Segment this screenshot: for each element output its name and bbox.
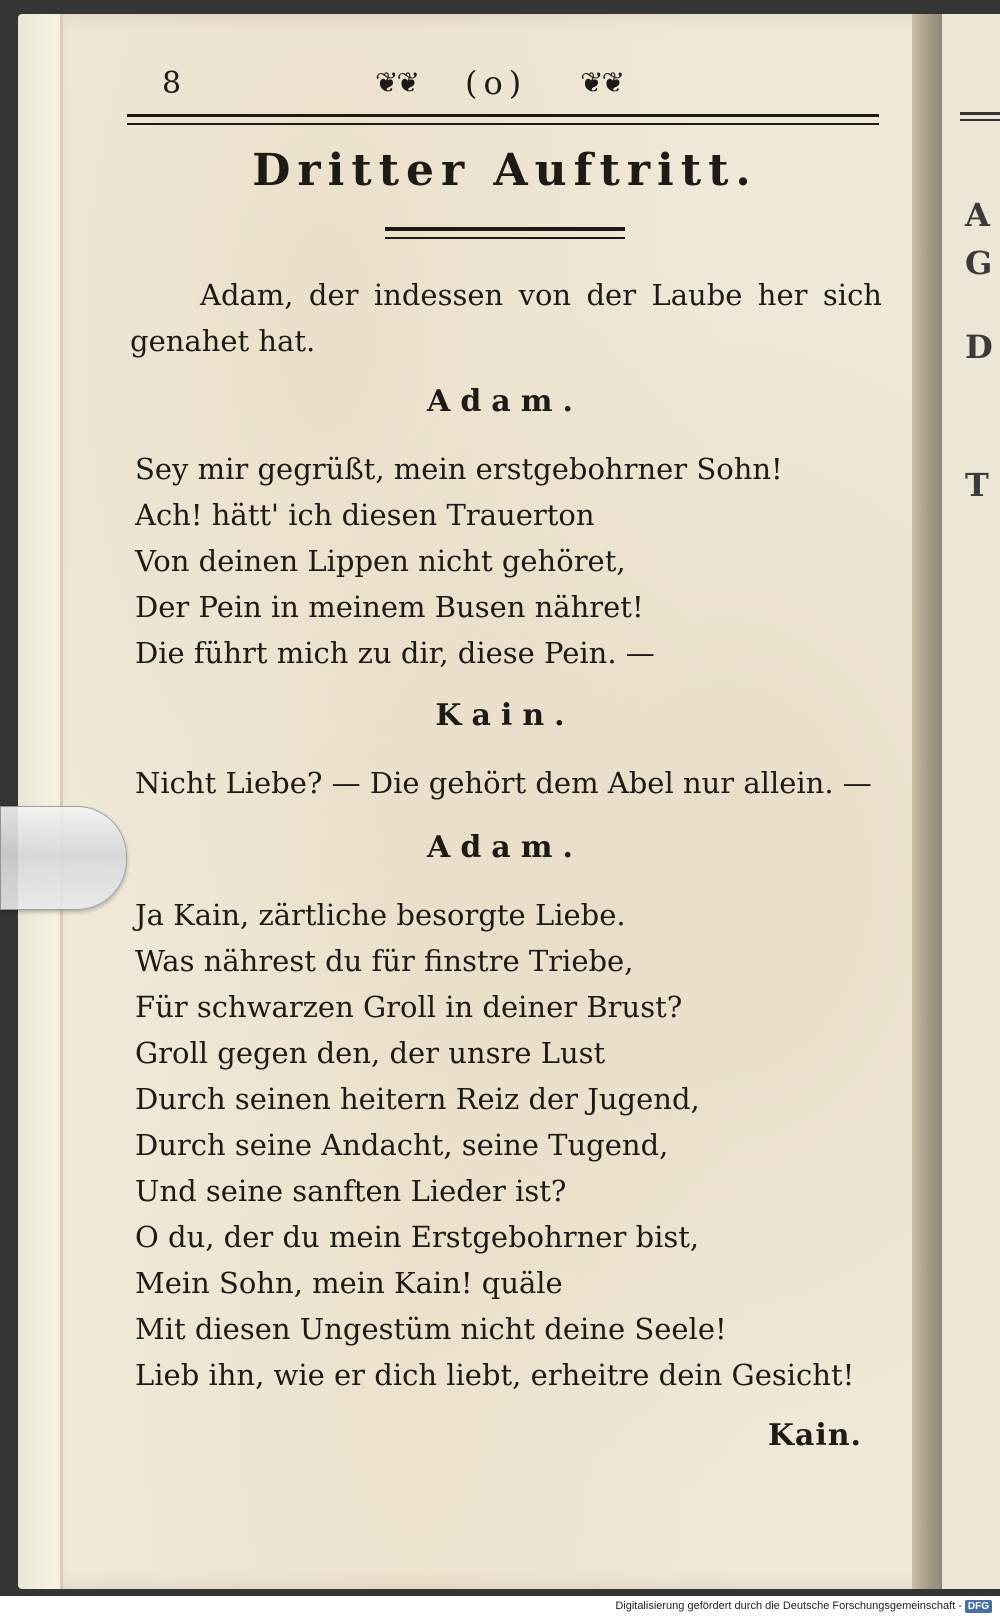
verse-line: Die führt mich zu dir, diese Pein. — <box>135 636 655 670</box>
page-clip <box>0 806 127 910</box>
verse-line: Ja Kain, zärtliche besorgte Liebe. <box>135 898 626 932</box>
header-marker: (o) <box>465 64 528 102</box>
header-rule <box>127 114 879 125</box>
next-page-mark: D <box>965 328 993 366</box>
verse-line: Groll gegen den, der unsre Lust <box>135 1036 606 1070</box>
next-page-mark: G <box>965 244 993 282</box>
verse-line: Ach! hätt' ich diesen Trauerton <box>135 498 595 532</box>
ornament-right-icon: ❦❦ <box>580 66 623 99</box>
verse-line: Lieb ihn, wie er dich liebt, erheitre dein Gesicht! <box>135 1358 855 1392</box>
verse-block-adam-1 <box>135 446 875 676</box>
next-page-rule <box>960 112 1000 121</box>
verse-line: Der Pein in meinem Busen nähret! <box>135 590 644 624</box>
catchword-kain: Kain. <box>767 1418 862 1453</box>
stage-direction: Adam, der indessen von der Laube her sich genahet hat. <box>130 278 882 358</box>
verse-line: Sey mir gegrüßt, mein erstgebohrner Sohn! <box>135 452 783 486</box>
next-page-mark: T <box>965 466 989 504</box>
verse-line: Mein Sohn, mein Kain! quäle <box>135 1266 563 1300</box>
running-header <box>130 62 880 112</box>
funding-credit: Digitalisierung gefördert durch die Deutsche Forschungsgemeinschaft - <box>615 1600 962 1612</box>
verse-line: Mit diesen Ungestüm nicht deine Seele! <box>135 1312 727 1346</box>
footer-bar <box>0 1596 1000 1621</box>
next-page-mark: A <box>965 196 990 234</box>
verse-line: Durch seine Andacht, seine Tugend, <box>135 1128 669 1162</box>
speaker-adam: Adam. <box>427 384 583 419</box>
dfg-logo: DFG <box>965 1600 992 1613</box>
verse-line: Nicht Liebe? — Die gehört dem Abel nur allein. — <box>135 766 872 800</box>
verse-block-kain-1 <box>135 760 875 806</box>
verse-line: Durch seinen heitern Reiz der Jugend, <box>135 1082 700 1116</box>
verse-line: O du, der du mein Erstgebohrner bist, <box>135 1220 700 1254</box>
speaker-kain: Kain. <box>435 698 575 733</box>
verse-line: Von deinen Lippen nicht gehöret, <box>135 544 626 578</box>
title-rule <box>385 227 625 239</box>
page-number: 8 <box>162 66 182 101</box>
page-gutter <box>912 14 942 1589</box>
scene-title: Dritter Auftritt. <box>252 145 758 196</box>
speaker-adam: Adam. <box>427 830 583 865</box>
ornament-left-icon: ❦❦ <box>375 66 418 99</box>
verse-line: Für schwarzen Groll in deiner Brust? <box>135 990 683 1024</box>
verse-line: Und seine sanften Lieder ist? <box>135 1174 567 1208</box>
verse-line: Was nährest du für finstre Triebe, <box>135 944 634 978</box>
verse-block-adam-2 <box>135 892 875 1398</box>
